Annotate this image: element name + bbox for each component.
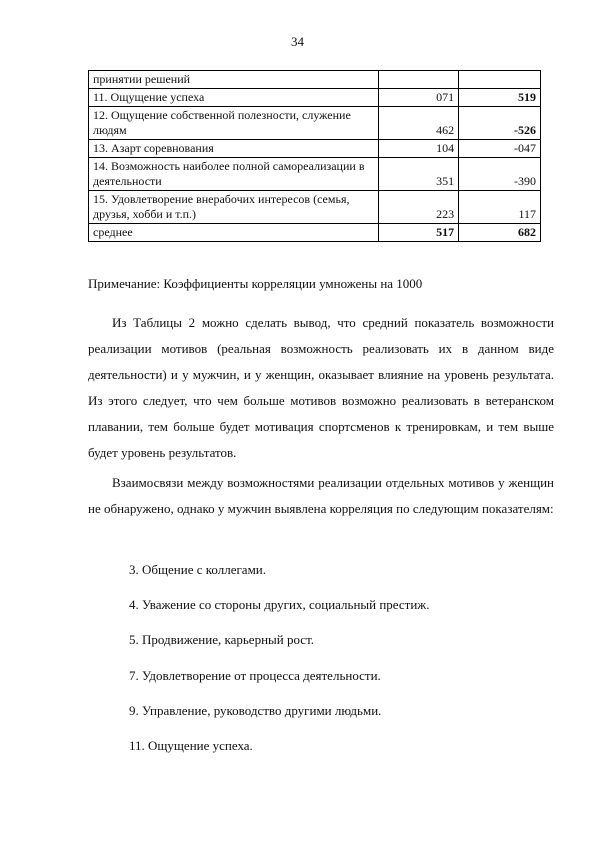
list-item: 11. Ощущение успеха. — [129, 738, 253, 753]
table-row — [89, 89, 541, 107]
table-row — [89, 107, 541, 140]
table-row — [89, 158, 541, 191]
motive-label-cell: 12. Ощущение собственной полезности, служение людям — [89, 107, 379, 140]
motive-label-cell: 11. Ощущение успеха — [89, 89, 379, 107]
value-cell-1: 071 — [379, 89, 459, 107]
value-cell-2: 519 — [459, 89, 541, 107]
motive-label-cell: принятии решений — [89, 71, 379, 89]
motive-label-cell: среднее — [89, 224, 379, 242]
table-row — [89, 71, 541, 89]
page-number: 34 — [291, 34, 304, 49]
correlation-table — [88, 70, 541, 242]
motive-label-cell: 14. Возможность наиболее полной самореализации в деятельности — [89, 158, 379, 191]
list-item: 3. Общение с коллегами. — [129, 562, 267, 577]
list-item: 7. Удовлетворение от процесса деятельности. — [129, 668, 381, 683]
value-cell-1: 351 — [379, 158, 459, 191]
value-cell-1: 462 — [379, 107, 459, 140]
value-cell-2: -047 — [459, 140, 541, 158]
motive-label-cell: 15. Удовлетворение внерабочих интересов (семья, друзья, хобби и т.п.) — [89, 191, 379, 224]
value-cell-2 — [459, 71, 541, 89]
value-cell-2: -526 — [459, 107, 541, 140]
table-row — [89, 224, 541, 242]
value-cell-1: 517 — [379, 224, 459, 242]
list-item: 9. Управление, руководство другими людьми. — [129, 703, 382, 718]
list-item: 5. Продвижение, карьерный рост. — [129, 632, 315, 647]
value-cell-1 — [379, 71, 459, 89]
table-note: Примечание: Коэффициенты корреляции умножены на 1000 — [88, 276, 423, 291]
value-cell-1: 223 — [379, 191, 459, 224]
motive-label-cell: 13. Азарт соревнования — [89, 140, 379, 158]
table-row — [89, 140, 541, 158]
value-cell-2: 117 — [459, 191, 541, 224]
men-correlation-paragraph: Взаимосвязи между возможностями реализации отдельных мотивов у женщин не обнаружено, однако у мужчин выявлена корреляция по следующим показателям: — [88, 475, 554, 516]
value-cell-2: -390 — [459, 158, 541, 191]
table-row — [89, 191, 541, 224]
conclusion-paragraph: Из Таблицы 2 можно сделать вывод, что средний показатель возможности реализации мотивов (реальная возможность реализовать их в данном виде деятельности) и у мужчин, и у женщин, оказывает влияние на уровень результата. Из этого следует, что чем больше мотивов возможно реализовать в ветеранском плавании, тем больше будет мотивация спортсменов к тренировкам, и тем выше будет уровень результатов. — [88, 315, 554, 460]
value-cell-2: 682 — [459, 224, 541, 242]
list-item: 4. Уважение со стороны других, социальный престиж. — [129, 597, 430, 612]
value-cell-1: 104 — [379, 140, 459, 158]
